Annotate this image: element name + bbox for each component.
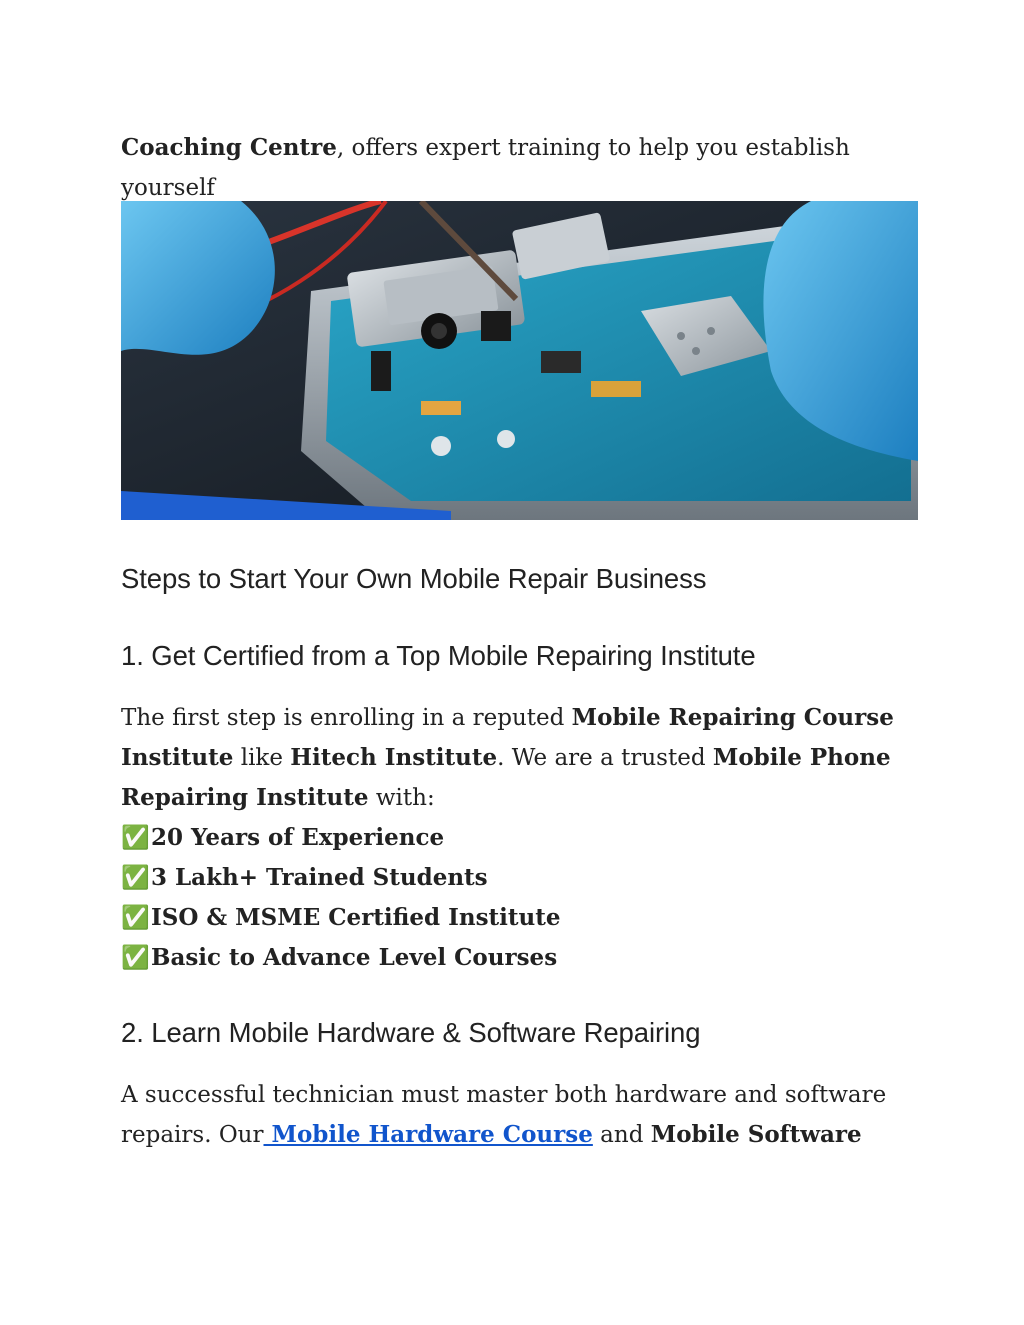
feature-item — [121, 938, 921, 978]
main-heading: Steps to Start Your Own Mobile Repair Business — [121, 563, 707, 594]
check-icon: ✅ — [121, 905, 150, 931]
check-icon: ✅ — [121, 865, 150, 891]
feature-label: 20 Years of Experience — [151, 824, 445, 851]
feature-label: ISO & MSME Certified Institute — [151, 904, 561, 931]
feature-label: 3 Lakh+ Trained Students — [151, 864, 488, 891]
feature-item — [121, 898, 921, 938]
step1-text-2: like — [233, 745, 291, 771]
mobile-hardware-course-link[interactable]: Mobile Hardware Course — [263, 1121, 593, 1148]
feature-list — [121, 818, 921, 978]
check-icon: ✅ — [121, 945, 150, 971]
hero-image — [121, 201, 918, 520]
feature-label: Basic to Advance Level Courses — [151, 944, 558, 971]
step1-text-1: The first step is enrolling in a reputed — [121, 705, 572, 731]
step2-paragraph — [121, 1075, 921, 1155]
step1-paragraph — [121, 698, 921, 978]
intro-text: , offers expert training to help you establish yourself — [121, 135, 850, 201]
step2-text-line1: A successful technician must master both hardware and software — [121, 1082, 887, 1108]
step2-text-2: and — [592, 1122, 651, 1148]
intro-bold: Coaching Centre — [121, 134, 337, 161]
step1-text-4: with: — [368, 785, 435, 811]
step1-bold-3: Mobile Phone — [712, 744, 891, 771]
step1-bold-1: Mobile Repairing Course — [571, 704, 894, 731]
step2-heading: 2. Learn Mobile Hardware & Software Repairing — [121, 1017, 701, 1048]
check-icon: ✅ — [121, 825, 150, 851]
step1-bold-2: Hitech Institute — [290, 744, 498, 771]
step2-bold-1: Mobile Software — [650, 1121, 862, 1148]
step1-bold-1b: Institute — [121, 744, 234, 771]
step1-heading: 1. Get Certified from a Top Mobile Repairing Institute — [121, 640, 756, 671]
step2-text-1: repairs. Our — [121, 1122, 264, 1148]
feature-item — [121, 818, 921, 858]
step1-bold-3b: Repairing Institute — [121, 784, 369, 811]
step1-text-3: . We are a trusted — [497, 745, 713, 771]
feature-item — [121, 858, 921, 898]
